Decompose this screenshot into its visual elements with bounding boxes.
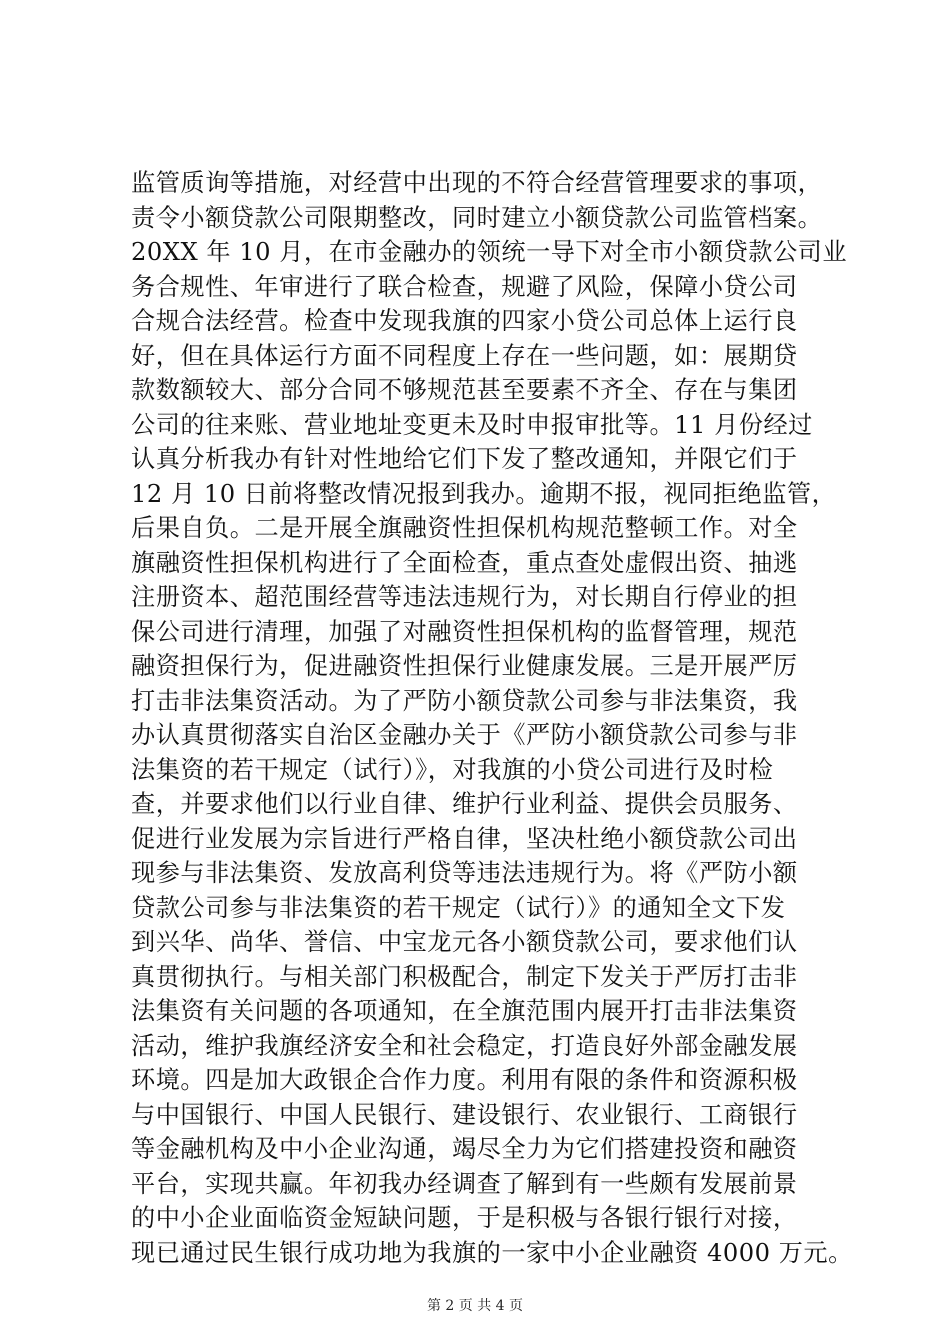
text-line: 20XX 年 10 月，在市金融办的领统一导下对全市小额贷款公司业 bbox=[131, 238, 848, 266]
text-line: 法集资的若干规定（试行）》，对我旗的小贷公司进行及时检 bbox=[131, 755, 774, 784]
page-footer: 第 2 页 共 4 页 bbox=[426, 1298, 524, 1314]
text-line: 款数额较大、部分合同不够规范甚至要素不齐全、存在与集团 bbox=[131, 376, 798, 404]
text-line: 平台，实现共赢。年初我办经调查了解到有一些颇有发展前景 bbox=[131, 1169, 798, 1198]
text-line: 后果自负。二是开展全旗融资性担保机构规范整顿工作。对全 bbox=[131, 514, 798, 542]
text-line: 贷款公司参与非法集资的若干规定（试行）》的通知全文下发 bbox=[131, 893, 786, 922]
text-line: 促进行业发展为宗旨进行严格自律，坚决杜绝小额贷款公司出 bbox=[131, 824, 798, 853]
text-line: 真贯彻执行。与相关部门积极配合，制定下发关于严厉打击非 bbox=[131, 962, 798, 991]
text-line: 监管质询等措施，对经营中出现的不符合经营管理要求的事项， bbox=[131, 169, 823, 197]
text-line: 认真分析我办有针对性地给它们下发了整改通知，并限它们于 bbox=[131, 445, 798, 473]
text-line: 现已通过民生银行成功地为我旗的一家中小企业融资 4000 万元。 bbox=[131, 1238, 853, 1267]
text-line: 到兴华、尚华、誉信、中宝龙元各小额贷款公司，要求他们认 bbox=[131, 928, 798, 956]
text-line: 现参与非法集资、发放高利贷等违法违规行为。将《严防小额 bbox=[131, 859, 798, 887]
text-line: 保公司进行清理，加强了对融资性担保机构的监督管理，规范 bbox=[131, 617, 798, 646]
text-line: 的中小企业面临资金短缺问题，于是积极与各银行银行对接， bbox=[131, 1204, 798, 1232]
text-line: 旗融资性担保机构进行了全面检查，重点查处虚假出资、抽逃 bbox=[131, 548, 798, 577]
text-line: 等金融机构及中小企业沟通，竭尽全力为它们搭建投资和融资 bbox=[131, 1135, 798, 1163]
text-line: 公司的往来账、营业地址变更未及时申报审批等。11 月份经过 bbox=[131, 410, 813, 439]
text-line: 环境。四是加大政银企合作力度。利用有限的条件和资源积极 bbox=[131, 1066, 798, 1094]
text-line: 注册资本、超范围经营等违法违规行为，对长期自行停业的担 bbox=[131, 583, 798, 611]
text-line: 办认真贯彻落实自治区金融办关于《严防小额贷款公司参与非 bbox=[131, 721, 798, 749]
text-line: 活动，维护我旗经济安全和社会稳定，打造良好外部金融发展 bbox=[131, 1031, 798, 1060]
text-line: 法集资有关问题的各项通知，在全旗范围内展开打击非法集资 bbox=[131, 997, 798, 1025]
text-line: 合规合法经营。检查中发现我旗的四家小贷公司总体上运行良 bbox=[131, 307, 798, 335]
body-text bbox=[131, 166, 851, 1270]
text-line: 12 月 10 日前将整改情况报到我办。逾期不报，视同拒绝监管， bbox=[131, 479, 837, 508]
text-line: 与中国银行、中国人民银行、建设银行、农业银行、工商银行 bbox=[131, 1100, 798, 1129]
text-line: 好，但在具体运行方面不同程度上存在一些问题，如：展期贷 bbox=[131, 341, 798, 370]
text-line: 打击非法集资活动。为了严防小额贷款公司参与非法集资，我 bbox=[131, 686, 798, 715]
text-line: 责令小额贷款公司限期整改，同时建立小额贷款公司监管档案。 bbox=[131, 203, 823, 232]
text-line: 务合规性、年审进行了联合检查，规避了风险，保障小贷公司 bbox=[131, 272, 798, 301]
text-line: 查，并要求他们以行业自律、维护行业利益、提供会员服务、 bbox=[131, 790, 798, 818]
text-line: 融资担保行为，促进融资性担保行业健康发展。三是开展严厉 bbox=[131, 652, 798, 680]
